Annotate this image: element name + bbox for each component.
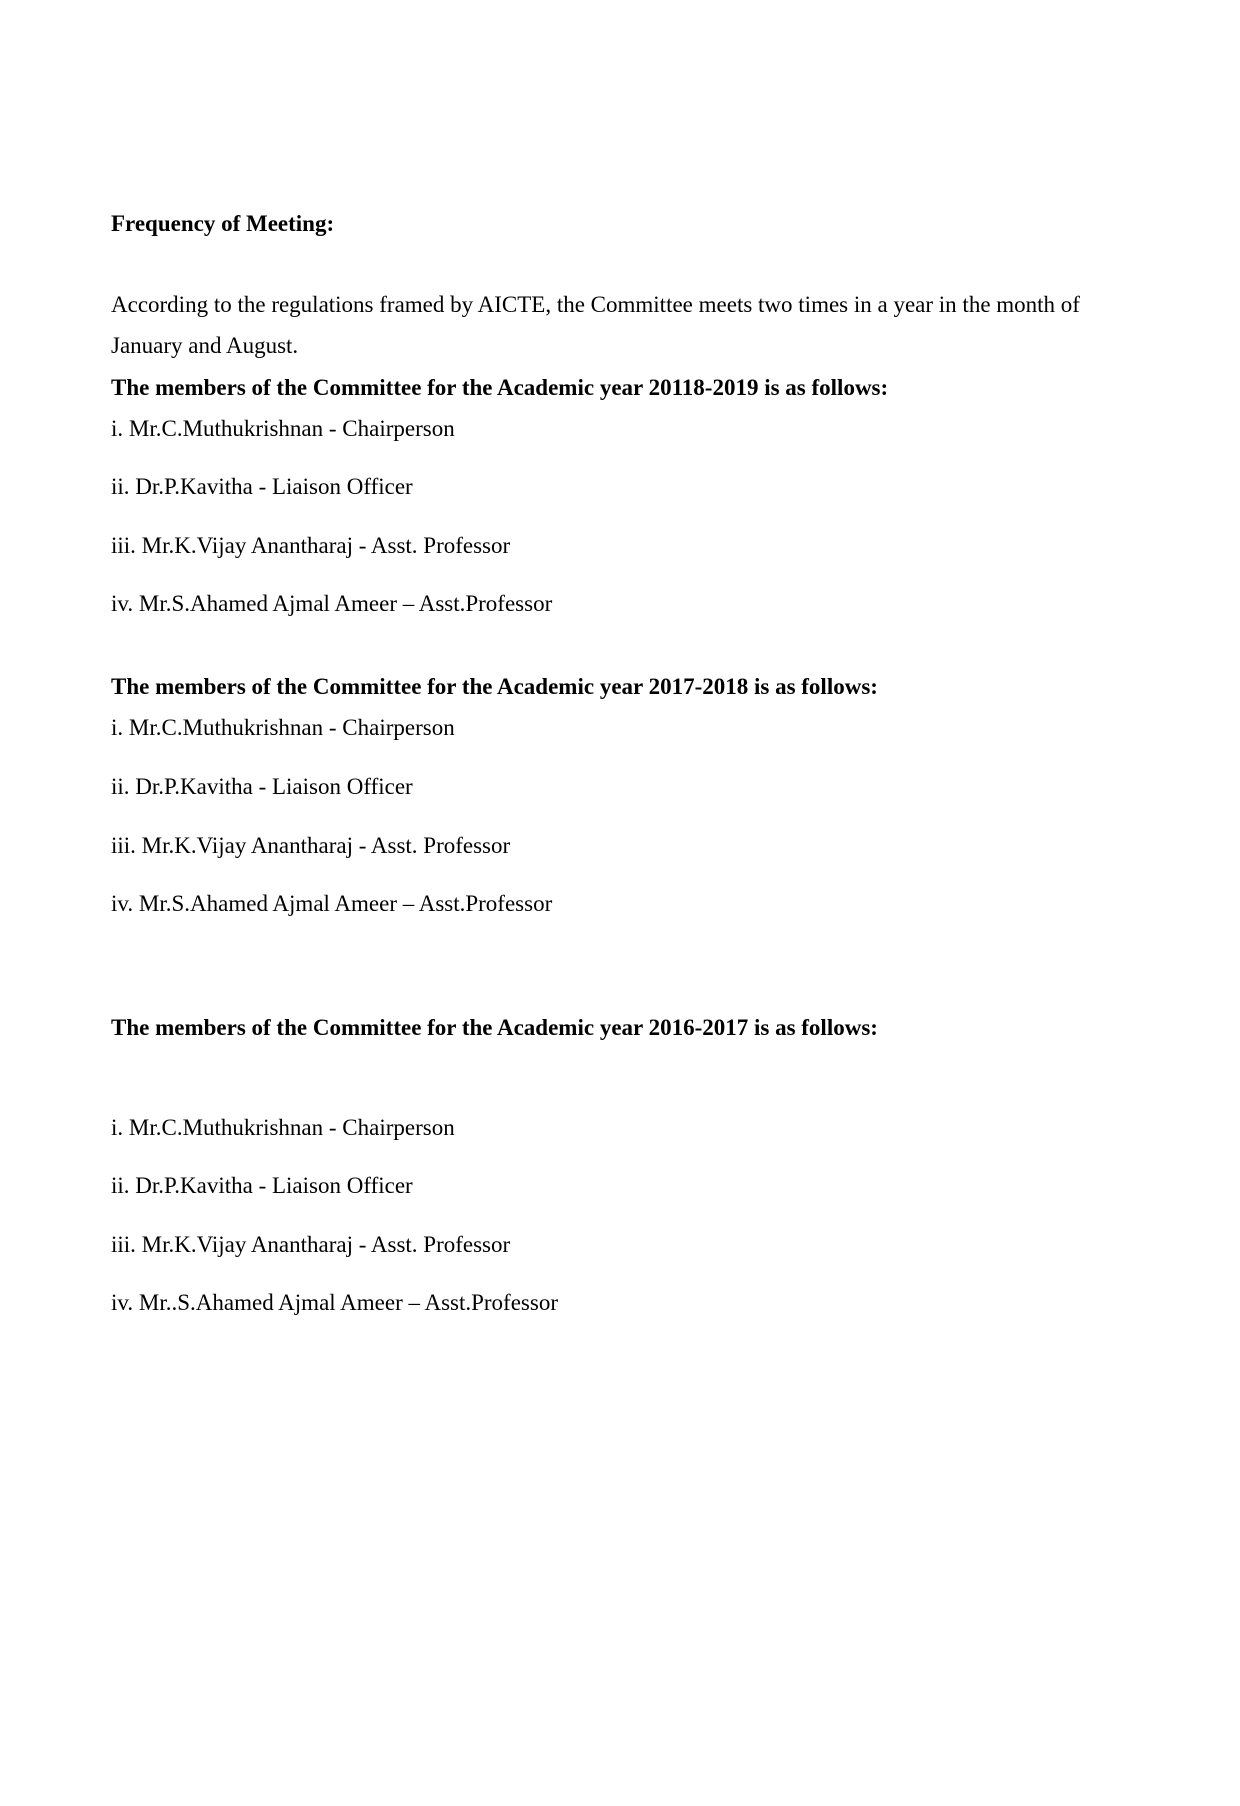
intro-paragraph: According to the regulations framed by AICTE, the Committee meets two times in a year in the month of January and August.: [111, 292, 1080, 358]
member-item: ii. Dr.P.Kavitha - Liaison Officer: [111, 474, 413, 499]
member-item: iii. Mr.K.Vijay Anantharaj - Asst. Professor: [111, 833, 511, 858]
member-item: i. Mr.C.Muthukrishnan - Chairperson: [111, 715, 455, 740]
section-heading: Frequency of Meeting:: [111, 211, 335, 236]
member-item: i. Mr.C.Muthukrishnan - Chairperson: [111, 416, 455, 441]
member-item: ii. Dr.P.Kavitha - Liaison Officer: [111, 774, 413, 799]
committee-title-2018-2019: The members of the Committee for the Academic year 20118-2019 is as follows:: [111, 375, 889, 400]
member-item: iii. Mr.K.Vijay Anantharaj - Asst. Professor: [111, 533, 511, 558]
member-item: iv. Mr..S.Ahamed Ajmal Ameer – Asst.Professor: [111, 1290, 558, 1315]
committee-title-2017-2018: The members of the Committee for the Academic year 2017-2018 is as follows:: [111, 674, 878, 699]
committee-title-2016-2017: The members of the Committee for the Academic year 2016-2017 is as follows:: [111, 1015, 878, 1040]
member-item: iv. Mr.S.Ahamed Ajmal Ameer – Asst.Professor: [111, 591, 553, 616]
member-item: ii. Dr.P.Kavitha - Liaison Officer: [111, 1173, 413, 1198]
member-item: iii. Mr.K.Vijay Anantharaj - Asst. Professor: [111, 1232, 511, 1257]
member-item: iv. Mr.S.Ahamed Ajmal Ameer – Asst.Professor: [111, 891, 553, 916]
member-item: i. Mr.C.Muthukrishnan - Chairperson: [111, 1115, 455, 1140]
